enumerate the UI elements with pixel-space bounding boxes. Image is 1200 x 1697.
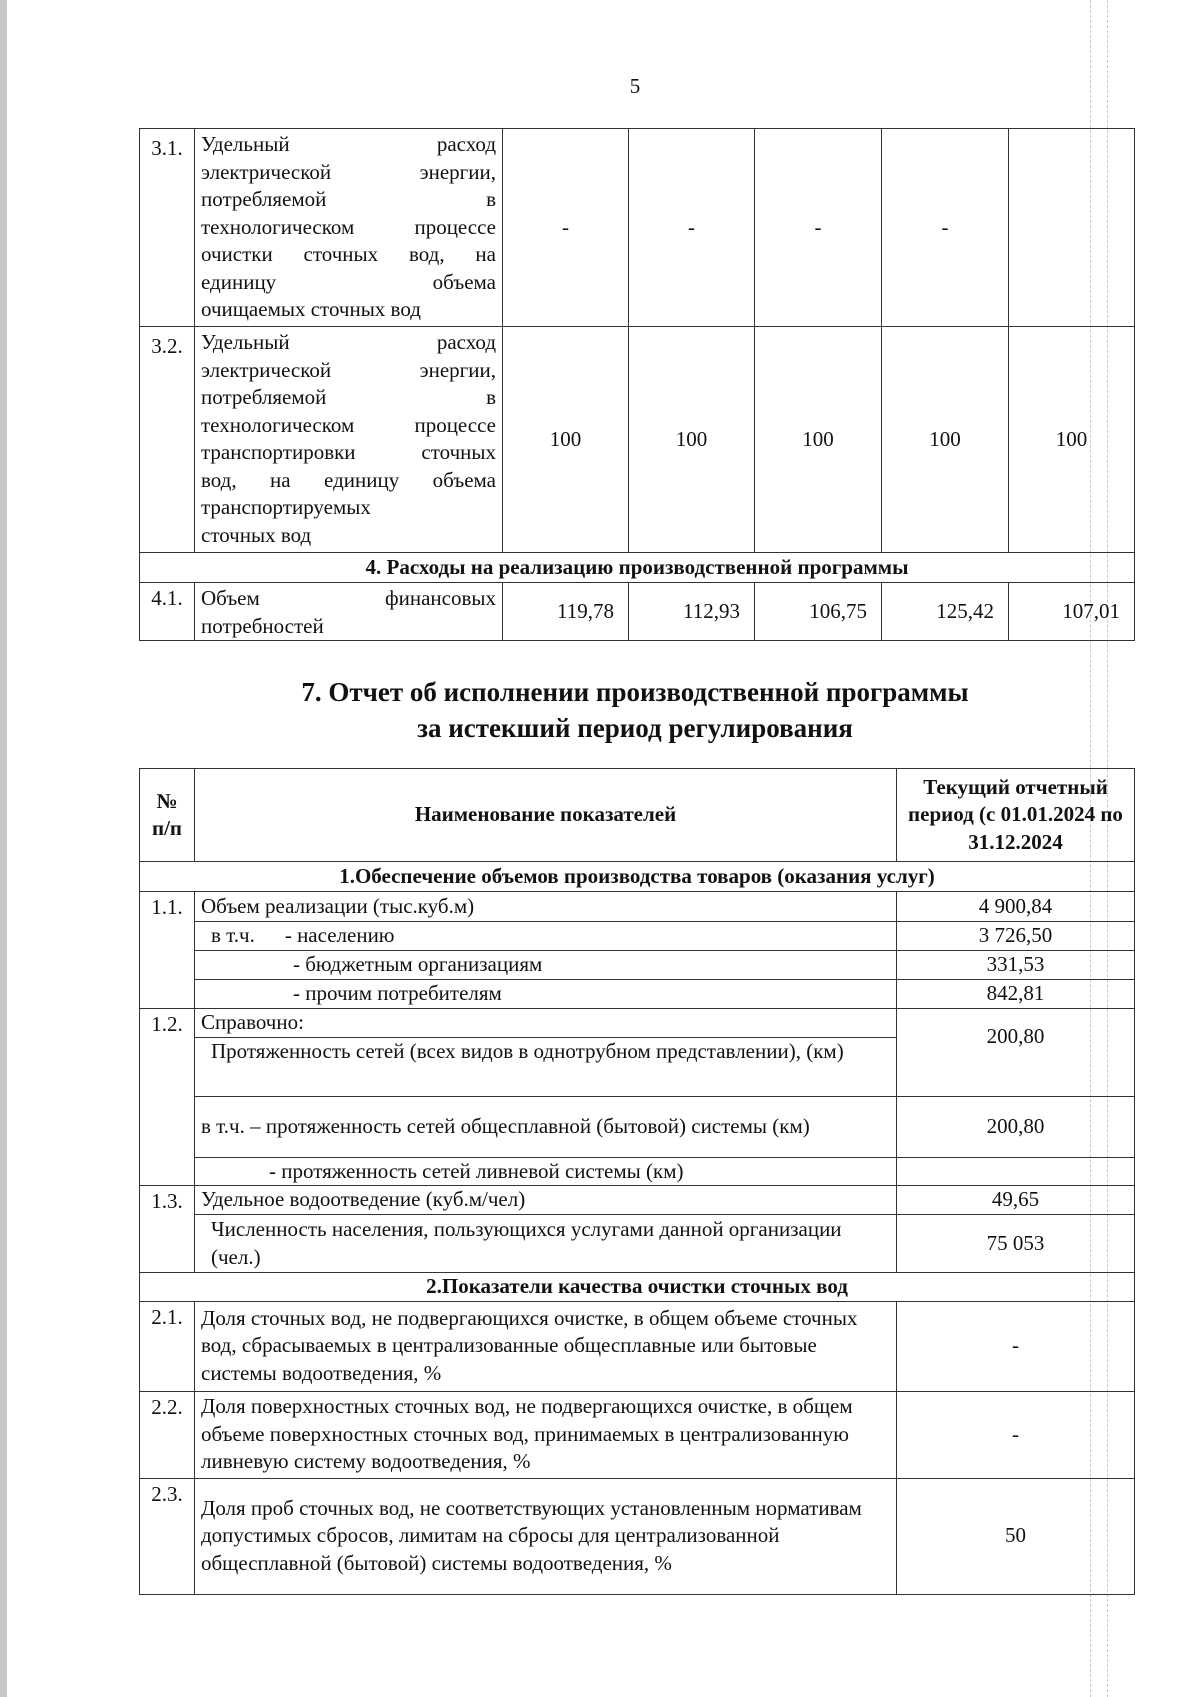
indicator-name: Удельный расход электрической энергии, потребляемой в технологическом процессе очистки сточных вод, на единицу объема очищаемых сточных вод (195, 129, 503, 327)
indicator-name: Численность населения, пользующихся услугами данной организации (чел.) (195, 1215, 897, 1273)
table-row (140, 583, 1135, 641)
section-title: 4. Расходы на реализацию производственной программы (140, 553, 1135, 583)
value-cell: 4 900,84 (897, 892, 1135, 922)
row-number: 2.1. (140, 1301, 195, 1391)
header-row (140, 769, 1135, 862)
table-row (140, 1096, 1135, 1157)
indicator-name: Протяженность сетей (всех видов в однотрубном представлении), (км) (195, 1037, 897, 1096)
table-row (140, 1215, 1135, 1273)
value-cell: - (897, 1301, 1135, 1391)
table-row (140, 951, 1135, 980)
value-cell: - (755, 129, 882, 327)
value-cell: 100 (755, 327, 882, 553)
production-program-table-continued (139, 128, 1135, 641)
value-cell: 100 (629, 327, 755, 553)
table-row (140, 1301, 1135, 1391)
indicator-name: - протяженность сетей ливневой системы (км) (195, 1157, 897, 1186)
value-cell: 75 053 (897, 1215, 1135, 1273)
table-row (140, 892, 1135, 922)
row-number: 1.1. (140, 892, 195, 1009)
table-row (140, 1391, 1135, 1478)
section-row (140, 862, 1135, 892)
value-cell: 49,65 (897, 1186, 1135, 1215)
row-number: 3.2. (140, 327, 195, 553)
value-cell: 107,01 (1009, 583, 1135, 641)
value-cell: 331,53 (897, 951, 1135, 980)
column-header-name: Наименование показателей (195, 769, 897, 862)
value-cell: - (897, 1391, 1135, 1478)
value-cell: 100 (1009, 327, 1135, 553)
row-number: 2.2. (140, 1391, 195, 1478)
program-execution-report-table (139, 768, 1135, 1595)
indicator-name: в т.ч. – протяженность сетей общесплавной (бытовой) системы (км) (195, 1096, 897, 1157)
column-header-period: Текущий отчетный период (с 01.01.2024 по 31.12.2024 (897, 769, 1135, 862)
value-cell (1009, 129, 1135, 327)
indicator-name: в т.ч. - населению (195, 922, 897, 951)
section-title: 1.Обеспечение объемов производства товаров (оказания услуг) (140, 862, 1135, 892)
value-cell: 50 (897, 1478, 1135, 1594)
table-row (140, 327, 1135, 553)
section-heading: 7. Отчет об исполнении производственной программы (301, 677, 969, 707)
indicator-name: Доля сточных вод, не подвергающихся очистке, в общем объеме сточных вод, сбрасываемых в централизованные общесплавные или бытовые системы водоотведения, % (195, 1301, 897, 1391)
value-cell: 112,93 (629, 583, 755, 641)
value-cell: 200,80 (897, 1009, 1135, 1097)
value-cell: - (629, 129, 755, 327)
value-cell: 100 (503, 327, 629, 553)
table-row (140, 1186, 1135, 1215)
indicator-name: - прочим потребителям (195, 980, 897, 1009)
row-number: 2.3. (140, 1478, 195, 1594)
table-row (140, 1009, 1135, 1038)
table-row (140, 980, 1135, 1009)
indicator-name: Доля проб сточных вод, не соответствующих установленным нормативам допустимых сбросов, лимитам на сбросы для централизованной общесплавной (бытовой) системы водоотведения, % (195, 1478, 897, 1594)
column-header-number: № п/п (140, 769, 195, 862)
value-cell: 119,78 (503, 583, 629, 641)
value-cell: - (882, 129, 1009, 327)
table-row (140, 129, 1135, 327)
value-cell: 842,81 (897, 980, 1135, 1009)
indicator-name: Объем финансовых потребностей (195, 583, 503, 641)
row-number: 1.3. (140, 1186, 195, 1273)
table-row (140, 1157, 1135, 1186)
value-cell: 200,80 (897, 1096, 1135, 1157)
indicator-name: Удельный расход электрической энергии, потребляемой в технологическом процессе транспортировки сточных вод, на единицу объема транспортируемых сточных вод (195, 327, 503, 553)
row-number: 4.1. (140, 583, 195, 641)
indicator-name: Объем реализации (тыс.куб.м) (195, 892, 897, 922)
value-cell (897, 1157, 1135, 1186)
section-row (140, 1273, 1135, 1302)
row-number: 1.2. (140, 1009, 195, 1186)
value-cell: - (503, 129, 629, 327)
indicator-name: Справочно: (195, 1009, 897, 1038)
value-cell: 125,42 (882, 583, 1009, 641)
section-heading-subtitle: за истекший период регулирования (417, 713, 853, 743)
indicator-name: - бюджетным организациям (195, 951, 897, 980)
section-row (140, 553, 1135, 583)
value-cell: 100 (882, 327, 1009, 553)
section-title: 2.Показатели качества очистки сточных вод (140, 1273, 1135, 1302)
table-row (140, 922, 1135, 951)
page-number: 5 (629, 74, 641, 98)
indicator-name: Удельное водоотведение (куб.м/чел) (195, 1186, 897, 1215)
row-number: 3.1. (140, 129, 195, 327)
value-cell: 106,75 (755, 583, 882, 641)
table-row (140, 1478, 1135, 1594)
value-cell: 3 726,50 (897, 922, 1135, 951)
indicator-name: Доля поверхностных сточных вод, не подвергающихся очистке, в общем объеме поверхностных сточных вод, принимаемых в централизованную ливневую систему водоотведения, % (195, 1391, 897, 1478)
scan-edge (0, 0, 7, 1697)
